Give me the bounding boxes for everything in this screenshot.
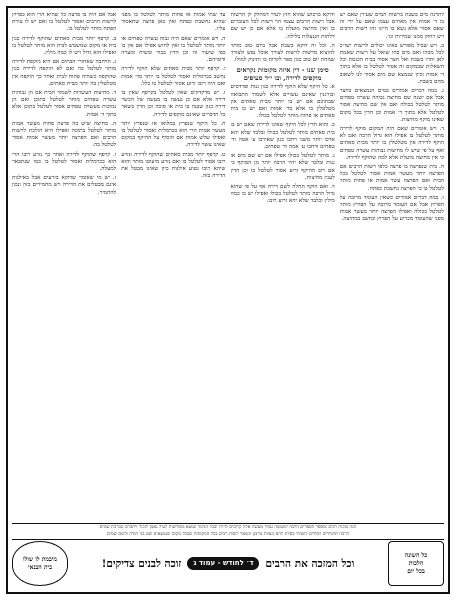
paragraph: ב. ויש שביל מפורש באינו יכולים לרשות ישו״כ לכל מכהו ואם מים בחו שואל על רשות שאמת לאן ותרו בשבת ואל חצר אסור בבית הכנסת וכל השאלות שבמקום זה אסור לטלטל בו אלא בתוך ד׳ אמות וכיון שנמצא שם מים אסור לנו לשאוב מהם בשבת. <box>339 42 444 85</box>
right-logo-line: בכל יום <box>407 567 425 575</box>
left-logo-line: בית הבנאי <box>28 563 52 571</box>
column-4 <box>12 12 116 526</box>
column-2 <box>231 12 335 526</box>
paragraph: א. כל היקף שלא הוקף לדירה כגון גנות ופרדסים ובורגנין שאינם עשויים אלא לשמור התבואה שבתוכם אם יש בו יותר מבית סאתים אין מטלטלין בו אלא בד׳ אמות ואם יש בו בית סאתים או פחות מותר לטלטל בכולו. <box>230 84 335 120</box>
paragraph: ה. מחיצה שיש בה פרצה פחות מעשר אמות מותר לטלטל בתוכה ואפילו היא הולכת לרשות הרבים ואם הפרצה יותר מעשר אמות אסור לטלטל בה. <box>12 120 117 149</box>
paragraph: ודוקא ברכוש שהוא חוץ לעיר דמחלק לן הרשות אבל רשות הרבים עצמו הוי רשות לכל העוברים בו ואין מחיצה מועלת בו אלא אם כן יש שם דלתות הננעלות בלילה. <box>230 12 335 40</box>
paragraph: ח. כל היקף שנפרץ במלואו או שנפרץ יותר מעשר אמות הרי הוא ככרמלית ואסור לטלטל בו ואפילו שלש אמות אם הוסיף על ההיקף במקום שאינו עשוי לדירה. <box>121 120 226 149</box>
page <box>6 6 450 594</box>
text-columns <box>12 12 444 526</box>
paragraph: ה. ויש אומרים שאם היה גבוה עשרה טפחים או יותר מותר לטלטל בו ואין לחוש אפילו אם אין בו כפי שיעור זה וכן הדין בבור ובשיח ומערה ודומיהם. <box>121 35 226 64</box>
paragraph: ו. קרפף שהוקף לדירה ואחר כך נזרע רובו הרי הוא ככרמלית ואסור לטלטל בו כמו שנתבאר למעלה. <box>12 151 117 173</box>
paragraph: ג. במה דברים אמורים במים הנמצאים בחצר אבל אם ישנה שם מחיצה גבוהה עשרה טפחים מותר לטלטל בכולה ואם אין שם מחיצה אסור לטלטל אלא בתוך ד׳ אמות וכן הדין בכל מקום שאינו מוקף מחיצות. <box>339 88 444 123</box>
paragraph: ד. ואם הוקף תחלה לשם דירה אף על פי שהוא גדול הרבה מותר לטלטל בכולו ואפילו יש בו כמה מילין ובלבד שלא יהא זרוע רובו. <box>230 184 335 205</box>
left-logo <box>12 541 68 586</box>
slogan-first: וכל המזכה את הרבים <box>265 557 355 570</box>
column-1 <box>340 12 444 526</box>
footer <box>12 523 444 588</box>
paragraph: ז. יש מדקדקים שאין לטלטל בקרפף שאין בו דירה אלא אם כן נעשה בו מעשה של הכשר דירה כגון שבנה בו בית או סוכה וכן הדין בשאר כל הדברים שאינם מוקפים לדירה. <box>121 90 226 118</box>
footer-line-1: הנה בזכות רבים ומספר הספרים הלכה למעשה גבולי מעשה אלה קרובים לדורו ובכל הניגוד ונמצא מפורשות לעיל נאמן לזכור ויתברכו בברכת שמים <box>99 525 357 530</box>
right-logo-line: הלכות <box>408 559 424 567</box>
paragraph: ז. יש מי שאומר שדוקא בזרעים אבל באילנות אינם מבטלים את הדירה ויש מחמירים בזה ונכון להחמיר. <box>12 175 117 196</box>
paragraph: לתרנה מים בשבת ברשות המים שעירן שאם יש בו ד׳ אמות אין מאחים עצמו שאם על ידי זה שאם אסור אלא נשא בו היינו זהו רשות הרבים ויש רחוק ממנו שמירות וגו׳. <box>339 12 444 40</box>
slogan-row <box>102 557 355 571</box>
footer-line-2: הרבה תלמידים למודים לשמור כפיות להם מצוות מרבנן ונשאר לזכות רבים בכל המקומות שבכל מקום שנמצאים שם בני תורה ולשם שמים <box>106 532 350 537</box>
paragraph: ב. קרפף יותר מבית סאתים שהוקף לדירה כגון בית או מקום שמשמש לבית הוא מותר לטלטל בו ואפילו הוא גדול ויש לו כמה מילין. <box>12 35 117 57</box>
footer-divider <box>12 539 444 540</box>
column-3 <box>121 12 225 526</box>
paragraph: אבל אם היה בו פרצה כל שהיא הרי הוא כפרוץ לרשות הרבים ואסור לטלטל בו ואם יש לו צורת הפתח מותר לטלטל בו. <box>12 12 117 33</box>
right-logo <box>388 541 444 586</box>
paragraph: עד שתי אמות או פחות מותר לטלטל בו מפני שהיא נחשבת כפתח ואין כאן פרצה שתאסור עליו. <box>121 12 226 33</box>
paragraph: ד. ויש אומרים שאם היה המקום מוקף לדירה מותר לטלטל בו אפילו הוא גדול הרבה ואם לא הוקף לדירה אין מטלטלין בו יותר מבית סאתים ואף על פי שיש לו מחיצות גבוהות עשרה טפחים כי אין מחיצה מועלת אלא למה שהוקף לדירה. <box>339 126 444 161</box>
paragraph: ג. מותר לטלטל בכולו אפילו אם יש שם מים או גנות ובלבד שלא יהיו הרבה יותר מן המוקף כי אם רוב ההיקף זרוע אסור לטלטל בו וכן הדין לענין מחיצות. <box>230 153 335 181</box>
paragraph: ו. במה דברים אמורים כשאין העומד מרובה על הפרוץ אבל אם העומד מרובה על הפרוץ מותר לטלטל בכולה ואפילו הפרצה יותר מעשר אמות מפני שהעומד מכריע על הפרוץ ונחשב כמחיצה. <box>339 194 444 223</box>
slogan-block <box>74 541 382 586</box>
paragraph: ה. בית שנפרצה בו פרצה כלפי רשות הרבים אם הפרצה יותר מעשר אמות אסור לטלטל בכל הבית ואם הפרצה עשר אמות או פחות מותר לטלטל בו כי הפרצה נחשבת כפתח. <box>339 164 444 192</box>
left-logo-line: מיבמת לו שולו <box>23 555 57 563</box>
slogan-second: זוכה לבנים צדיקים! <box>101 557 182 570</box>
section-heading: סימן שנו - דין איזה מקומות נקראים מוקפים לדירה, ובו י״ד סעיפים <box>236 66 329 83</box>
footer-band <box>12 541 444 586</box>
paragraph: ד. מחיצות העשויות לשמור הבית אם הן גבוהות עשרה טפחים מותר לטלטל בתוכן ואם הן נמוכות מעשרה טפחים אסור לטלטל בתוכן אלא בתוך ד׳ אמות. <box>12 90 117 118</box>
paragraph: ה. וכל זה דוקא בשבת אבל ביום טוב מותר להוציא מרשות לרשות לצורך אוכל נפש ולצורך שמחת יום טוב כגון ספר לקרות בו ותינוק למולו. <box>230 42 335 64</box>
right-logo-line: כל השונה <box>404 551 428 559</box>
paragraph: ג. הרחבה שאחורי הבתים אם היא מוקפת לדירה מותר לטלטל בה ואם לא הוקפה לדירה כגון שהוקפה כשהיה פתוח לבית ואחר כך הוקפה אין מטלטלין בה יותר מבית סאתים. <box>12 59 117 87</box>
paragraph: ט. קרפף יותר מבית סאתים שהוקף לדירה ונזרע רובו אסור לטלטל בו ואם נזרע מיעוטו מותר והוא שיהא רובו נטוע אילנות כיון שאינו מבטל את הדירה בזה. <box>121 151 226 180</box>
paragraph: ב. והוא הדין לכל היקף שאינו לדירה שאם יש בו בית סאתים מותר לטלטל בכולו ובלבד שלא יהא ארכו יותר משני רחבו כגון שאורכו ע׳ אמה וד׳ טפחים ורחבו ע׳ אמה וד׳ טפחים. <box>230 122 335 151</box>
paragraph: ו. קרפף יותר מבית סאתים שלא הוקף לדירה נחשב ככרמלית ואסור לטלטל בו יותר מד׳ אמות ואם היה רובו זרוע אסור לטלטל בו כלל. <box>121 66 226 87</box>
date-page-pill: ד׳ לחודש - עמוד ג <box>187 557 259 570</box>
